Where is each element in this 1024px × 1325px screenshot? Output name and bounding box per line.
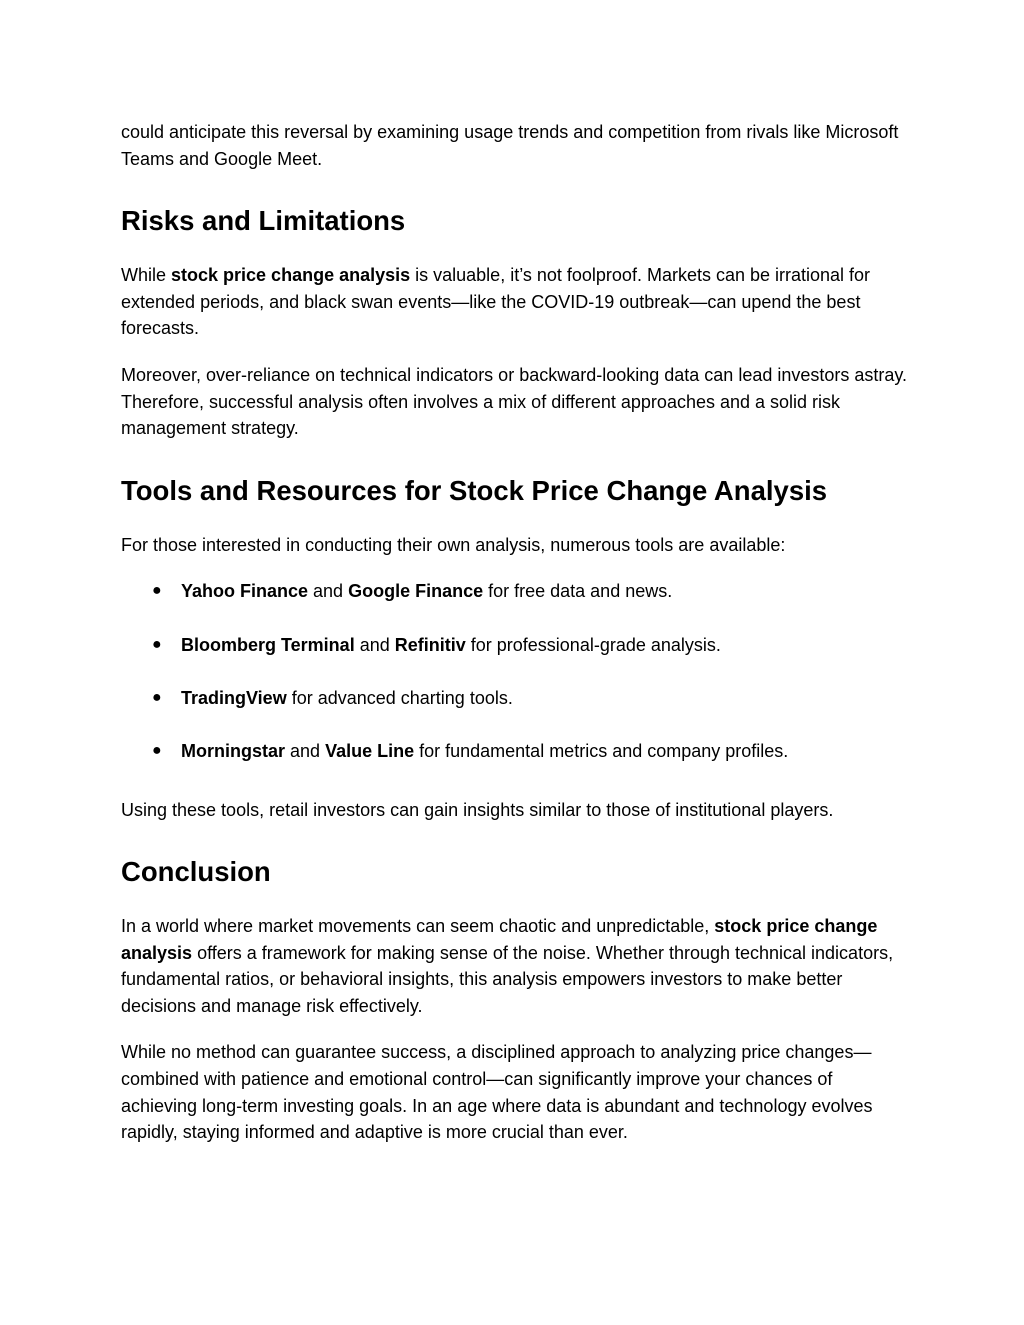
conclusion-p1-text-after: offers a framework for making sense of the noise. Whether through technical indicators, fundamental ratios, or behavioral insights, this analysis empowers investors to make better decisions and manage risk effectively.	[121, 942, 894, 1016]
tools-list	[121, 578, 911, 764]
tool-description: for professional-grade analysis.	[465, 634, 721, 655]
tool-name: Bloomberg Terminal	[181, 634, 355, 655]
bullet-icon: ●	[152, 582, 162, 600]
tool-name: Yahoo Finance	[181, 581, 309, 602]
list-item	[121, 632, 911, 659]
risks-paragraph-1	[121, 262, 911, 342]
section-heading-conclusion: Conclusion	[121, 856, 271, 888]
tool-name: Google Finance	[348, 581, 484, 602]
conclusion-p1-bold: stock price change analysis	[121, 916, 878, 963]
list-item	[121, 578, 911, 605]
tool-description: for free data and news.	[483, 581, 673, 602]
list-item	[121, 738, 911, 765]
risks-p1-text-before: While	[121, 265, 172, 286]
bullet-icon: ●	[152, 688, 162, 706]
tool-name: Value Line	[325, 740, 415, 761]
tools-intro-paragraph: For those interested in conducting their own analysis, numerous tools are available:	[121, 534, 786, 555]
tools-outro-paragraph: Using these tools, retail investors can gain insights similar to those of institutional players.	[121, 799, 834, 820]
conclusion-p1-text-before: In a world where market movements can seem chaotic and unpredictable,	[121, 916, 715, 937]
conclusion-paragraph-1	[121, 913, 911, 1019]
tool-name: Morningstar	[181, 740, 286, 761]
tool-connector: and	[285, 740, 326, 761]
tool-description: for fundamental metrics and company profiles.	[414, 740, 789, 761]
list-item	[121, 685, 911, 712]
document-page	[121, 119, 911, 1146]
risks-p1-bold: stock price change analysis	[171, 265, 411, 286]
tool-connector: and	[308, 581, 349, 602]
bullet-icon: ●	[152, 741, 162, 759]
section-heading-risks: Risks and Limitations	[121, 205, 406, 237]
risks-p1-text-after: is valuable, it’s not foolproof. Markets can be irrational for extended periods, and black swan events—like the COVID-19 outbreak—can upend the best forecasts.	[121, 265, 871, 339]
tool-connector: and	[354, 634, 395, 655]
bullet-icon: ●	[152, 635, 162, 653]
tool-description: for advanced charting tools.	[286, 687, 513, 708]
section-heading-tools: Tools and Resources for Stock Price Change Analysis	[121, 474, 828, 506]
tool-name: Refinitiv	[394, 634, 466, 655]
conclusion-paragraph-2: While no method can guarantee success, a disciplined approach to analyzing price changes—combined with patience and emotional control—can significantly improve your chances of achieving long-term investing goals. In an age where data is abundant and technology evolves rapidly, staying informed and adaptive is more crucial than ever.	[121, 1042, 873, 1143]
tool-name: TradingView	[181, 687, 287, 708]
risks-paragraph-2: Moreover, over-reliance on technical indicators or backward-looking data can lead investors astray. Therefore, successful analysis often involves a mix of different approaches and a solid risk management strategy.	[121, 364, 908, 439]
intro-paragraph: could anticipate this reversal by examining usage trends and competition from rivals like Microsoft Teams and Google Meet.	[121, 122, 899, 169]
